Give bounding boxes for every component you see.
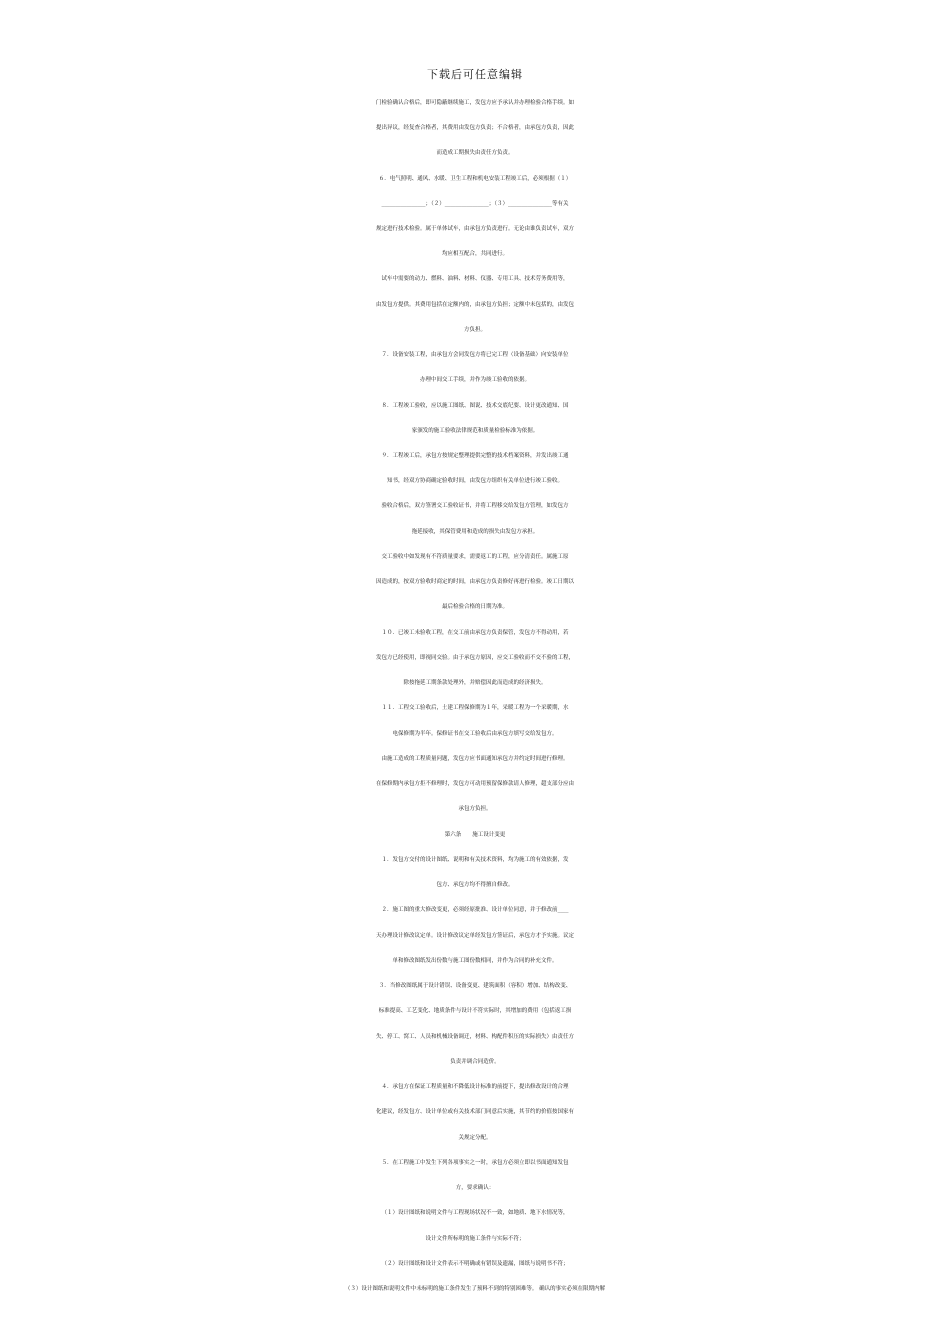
text-line: 均应相互配合，共同进行。 (441, 251, 508, 257)
text-line: 办理中间交工手续，并作为竣工验收的依据。 (419, 377, 530, 383)
text-line: 最后检验合格的日期为准。 (441, 604, 508, 610)
text-line: 方，要求确认： (455, 1185, 495, 1191)
text-line: 单和修改图纸发出份数与施工图份数相同，并作为合同的补充文件。 (392, 958, 558, 964)
text-line: ７．设备安装工程，由承包方会同发包方将已完工程（设备基础）向安装单位 (381, 352, 569, 358)
text-line: （１）设计图纸和说明文件与工程现场状况不一致，如地质、地下水情况等， (381, 1210, 569, 1216)
text-line: 标准提高、工艺变化、地质条件与设计不符实际时，其增加的费用（包括返工损 (378, 1008, 572, 1014)
text-line: 提出异议，经复查合格者，其费用由发包方负责；不合格者，由承包方负责，因此 (375, 125, 574, 131)
text-line: ８．工程竣工验收，应以施工图纸、图说、技术交底纪要、设计更改通知、国 (381, 403, 569, 409)
text-line: ________________；（２）________________；（３）________________等有关 (381, 201, 569, 207)
text-line: （２）设计图纸和设计文件表示不明确或有错误及遗漏，图纸与说明书不符； (381, 1261, 569, 1267)
text-line: ５．在工程施工中发生下列各项事实之一时，承包方必须立即以书面通知发包 (381, 1160, 569, 1166)
text-line: 交工验收中如发现有不符质量要求，需要返工的工程，应分清责任。属施工原 (381, 554, 569, 560)
text-line: （３）设计图纸和说明文件中未标明的施工条件发生了预料不到的特别困难等。 确认的事实必须在限期内解 (344, 1286, 606, 1292)
text-line: ２．施工图的重大修改变更，必须经原批准、设计单位同意，并于修改前____ (381, 907, 569, 913)
text-line: 电保修期为半年。保修证书在交工验收后由承包方填写交给发包方。 (392, 731, 558, 737)
text-line: 设计文件所标明的施工条件与实际不符； (425, 1236, 525, 1242)
text-line: １１．工程交工验收后，土建工程保修期为１年，采暖工程为一个采暖期，水 (381, 705, 569, 711)
text-line: 负责并调合同造价。 (450, 1059, 500, 1065)
text-line: １．发包方交付的设计图纸、说明和有关技术资料，均为施工的有效依据，发 (381, 857, 569, 863)
text-line: 拖延接收，其保管费用和造成的损失由发包方承担。 (411, 529, 539, 535)
text-line: 家颁发的施工验收法律规范和质量检验标准为依据。 (411, 428, 539, 434)
text-line: 关规定分配。 (458, 1135, 492, 1141)
text-line: 发包方已经使用，即视同交验。由于承包方原因，应交工验收而不交不验的工程， (375, 655, 574, 661)
text-line: 化建议，经发包方、设计单位或有关技术部门同意后实施，其节约的价值按国家有 (375, 1109, 574, 1115)
text-line: ６．电气照明、通风、水暖、卫生工程和机电安装工程竣工后，必须根据（１） (378, 176, 572, 182)
page-header: 下载后可任意编辑 (427, 68, 523, 81)
text-line: ３．当修改图纸属于设计错误、设备变更、建筑面积（容积）增加、结构改变、 (378, 983, 572, 989)
text-line: 由施工造成的工程质量问题，发包方应书面通知承包方并约定时间进行修理。 (381, 756, 569, 762)
text-line: 天办理设计修改议定单。设计修改议定单经发包方签证后，承包方才予实施。议定 (375, 933, 574, 939)
text-line: １０．已竣工未验收工程，在交工前由承包方负责保管，发包方不得动用，若 (381, 630, 569, 636)
text-line: 规定进行技术检验。属于单体试车，由承包方负责进行。无论由谁负责试车，双方 (375, 226, 574, 232)
text-line: 门检验确认合格后，即可隐蔽继续施工，发包方应予承认并办理检验合格手续。如 (375, 100, 574, 106)
text-line: 失、停工、窝工、人员和机械设备调迁，材料、构配件积压的实际损失）由责任方 (375, 1034, 574, 1040)
text-line: 知书，经双方协商确定验收时间，由发包方组织有关单位进行竣工验收。 (386, 478, 563, 484)
text-line: 方负担。 (463, 327, 486, 333)
text-line: 承包方负担。 (458, 806, 492, 812)
text-line: 包方、承包方均不得擅自修改。 (436, 882, 514, 888)
text-line: 在保修期内承包方拒不修理时，发包方可动用预留保修款请人修理，超支部分应由 (375, 781, 574, 787)
text-line: 而造成工期损失由责任方负责。 (436, 150, 514, 156)
text-line: 验收合格后，双方签署交工验收证书，并将工程移交给发包方管理，如发包方 (381, 503, 569, 509)
text-line: 除按拖延工期条款处理外，并赔偿因此而造成的经济损失。 (403, 680, 547, 686)
text-line: 因造成的，按双方验收时商定的时间，由承包方负责修好再进行检验。竣工日期以 (375, 579, 574, 585)
section-heading: 第六条 施工设计变更 (444, 832, 506, 838)
text-line: 试车中需要的动力、燃料、油料、材料、仪器、专用工具、技术劳务费用等， (381, 276, 569, 282)
text-line: ９．工程竣工后，承包方按规定整理提供完整的技术档案资料，并发出竣工通 (381, 453, 569, 459)
text-line: 由发包方提供。其费用包括在定额内的，由承包方负担；定额中未包括的，由发包 (375, 302, 574, 308)
text-line: ４．承包方在保证工程质量和不降低设计标准的前提下，提出修改设计的合理 (381, 1084, 569, 1090)
